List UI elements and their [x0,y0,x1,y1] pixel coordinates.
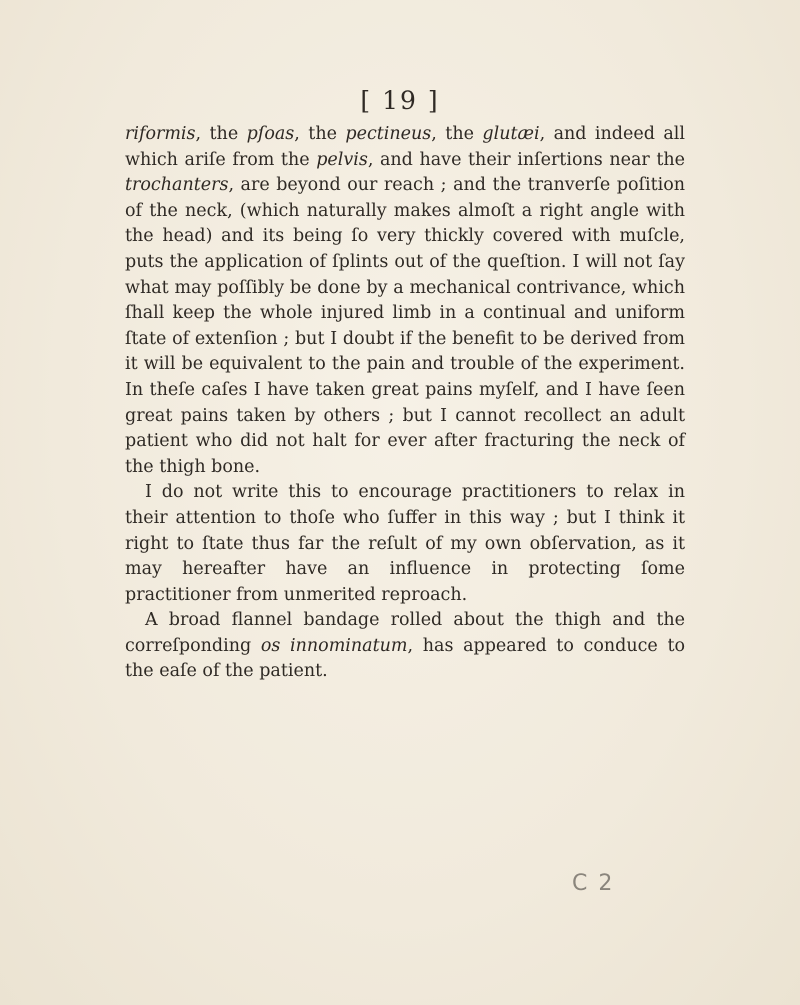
text-run: A broad flannel bandage rolled about the thigh and the correſponding [125,610,685,656]
paragraph-3 [125,608,685,685]
text-run: , the [294,124,346,144]
text-run: , the [431,124,483,144]
text-run: , and have their inſertions near the [367,149,686,170]
page-number: [ 19 ] [360,86,440,115]
term-pelvis: pelvis [316,149,368,170]
body-text [125,122,685,685]
term-pectineus: pectineus [345,124,432,144]
term-glutaei: glutæi [482,124,540,144]
term-psoas: pſoas [246,124,295,144]
text-run: , has appeared to conduce to the eaſe of the patient. [125,635,686,682]
text-run: , and indeed all which ariſe from the [125,124,685,170]
paragraph-2: I do not write this to encourage practitioners to relax in their attention to thoſe who ſuffer in this way ; but I think it right to ſtate thus far the reſult of my own obſervation, as it may hereafter have an influence in protecting ſome practitioner from unmerited reproach. [125,482,685,605]
term-os-innominatum: os innominatum [260,635,408,656]
signature-mark: C 2 [572,871,615,896]
text-run: , the [195,124,247,144]
term-trochanters: trochanters [125,175,229,196]
text-run: , are beyond our reach ; and the tranverſe poſition of the neck, (which naturally makes almoſt a right angle with the head) and its being ſo very thickly covered with muſcle, puts the application of ſplints out of the queſtion. I will not ſay what may poſſibly be done by a mechanical contrivance, which ſhall keep the whole injured limb in a continual and uniform ſtate of extenſion ; but I doubt if the benefit to be derived from it will be equivalent to the pain and trouble of the experiment. In theſe caſes I have taken great pains myſelf, and I have ſeen great pains taken by others ; but I cannot recollect an adult patient who did not halt for ever after fracturing the neck of the thigh bone. [125,175,685,477]
paragraph-1 [125,122,685,480]
term-riformis: riformis [125,124,196,144]
